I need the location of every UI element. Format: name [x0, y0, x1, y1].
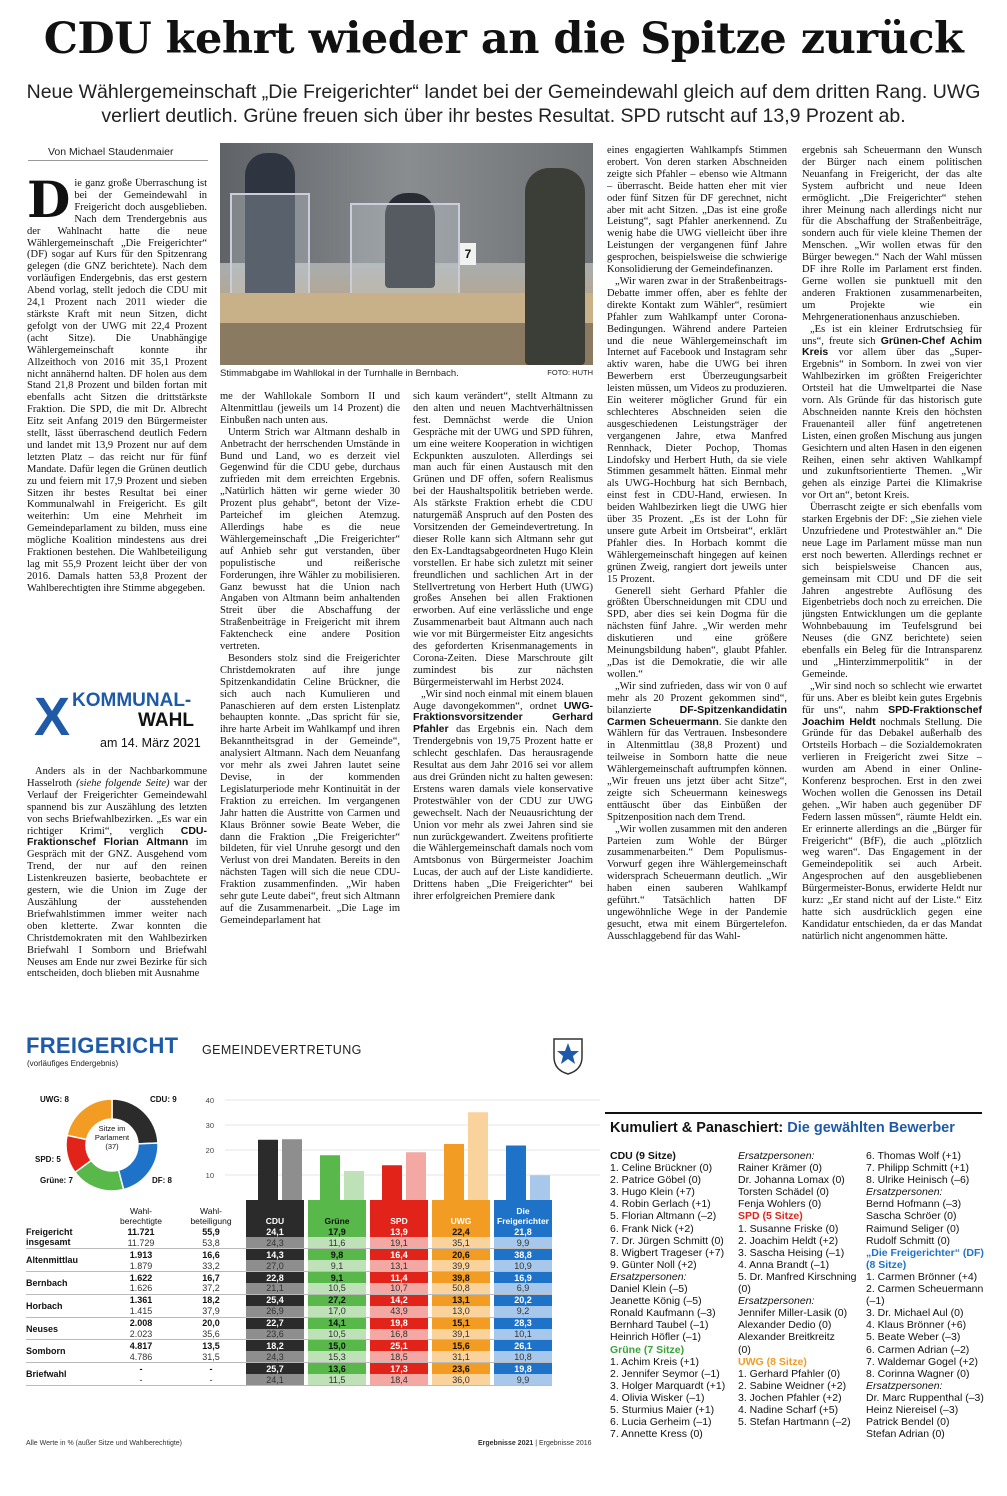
table-cell: -: [106, 1374, 176, 1385]
candidate-entry: Ersatzpersonen:: [866, 1186, 943, 1199]
donut-label-df: DF: 8: [152, 1176, 172, 1185]
bar-2021: [258, 1140, 278, 1200]
table-cell-party: 31,1: [432, 1351, 490, 1362]
candidate-entry: Ersatzpersonen:: [738, 1150, 815, 1162]
table-cell-party: 17,0: [308, 1306, 366, 1317]
table-cell-party: 21,8: [494, 1226, 552, 1237]
candidate-entry: 5. Beate Weber (–3): [866, 1331, 961, 1344]
ballot-x-icon: X: [34, 687, 71, 747]
candidate-entry: Ersatzpersonen:: [866, 1379, 943, 1392]
table-cell: 11.729: [106, 1237, 176, 1248]
candidate-entry: Sascha Schröer (0): [866, 1210, 957, 1223]
bar-2016: [344, 1171, 364, 1200]
table-row-2021: [26, 1363, 552, 1374]
table-cell-party: 21,1: [246, 1283, 304, 1294]
results-legend: [478, 1440, 592, 1447]
photo-glass-screen: [350, 203, 460, 298]
row-label: Briefwahl: [26, 1363, 106, 1386]
candidate-entry: Stefan Adrian (0): [866, 1428, 945, 1441]
candidate-entry: Daniel Klein (–5): [610, 1283, 688, 1296]
table-cell: 16,7: [202, 1272, 220, 1283]
table-cell: 11.721: [127, 1226, 155, 1237]
results-table-body: [26, 1226, 552, 1385]
candidate-entry: 6. Carmen Adrian (–2): [866, 1343, 970, 1356]
candidate-entry: Ronald Kaufmann (–3): [610, 1307, 716, 1320]
header-party-cdu: CDU: [246, 1200, 304, 1226]
table-cell-party: 13,1: [370, 1260, 428, 1271]
y-tick-label: 10: [205, 1171, 214, 1180]
table-cell-party: 13,6: [308, 1363, 366, 1374]
photo-caption: [220, 368, 593, 379]
quoted-person: SPD-Fraktionschef Joachim Heldt: [802, 703, 982, 728]
candidate-entry: 5. Stefan Hartmann (–2): [738, 1416, 851, 1429]
table-cell-party: 19,1: [370, 1237, 428, 1248]
row-label: Somborn: [26, 1340, 106, 1363]
table-cell-party: 27,2: [308, 1294, 366, 1305]
table-cell-party: 10,1: [494, 1329, 552, 1340]
table-corner: [26, 1200, 106, 1226]
photo-person: [525, 168, 585, 365]
table-cell: 1.622: [129, 1272, 153, 1283]
cross-reference: (siehe folgende Seite): [76, 777, 170, 789]
table-cell: 33,2: [176, 1260, 246, 1271]
candidate-entry: 2. Carmen Scheuermann: [866, 1283, 984, 1296]
candidate-entry: 4. Anna Brandt (–1): [738, 1258, 830, 1271]
table-cell-party: 9,2: [494, 1306, 552, 1317]
candidate-entry: Ersatzpersonen:: [738, 1295, 815, 1308]
candidate-entry: 5. Florian Altmann (–2): [610, 1210, 717, 1223]
candidates-column-3: [866, 1150, 991, 1440]
candidate-entry: Heinz Niereisel (–3): [866, 1403, 959, 1416]
party-heading: Grüne (7 Sitze): [610, 1343, 685, 1356]
candidate-entry: Rainer Krämer (0): [738, 1162, 823, 1175]
table-cell-party: 22,7: [246, 1317, 304, 1328]
candidates-title-b: Die gewählten Bewerber: [787, 1120, 955, 1136]
table-cell: 1.361: [129, 1295, 153, 1306]
paragraph: ie ganz große Überraschung ist bei der Gemeindewahl in Freigericht doch ausgeblieben. Nach dem Trendergebnis aus der Wahlnacht hatte die neue Wählergemeinschaft „Die Freigerichter“ (DF) sogar auf Kurs für den Spitzenrang gelegen (die GNZ berichtete). Nach dem vorläufigen Endergebnis, das erst gestern Abend vorlag, stellt jedoch die CDU mit 24,1 Prozent nach 2011 wieder die stärkste Kraft mit neun Sitzen, dicht gefolgt von der UWG mit 22,4 Prozent (acht Sitze). Die Unabhängige Wählergemeinschaft konnte ihr Allzeithoch von 2016 mit 35,1 Prozent nicht annähernd halten. DF holen aus dem Stand 21,8 Prozent und bilden fortan mit ebenfalls acht Sitzen die drittstärkste Fraktion. Die SPD, die mit Dr. Albrecht Eitz seit Anfang 2019 den Bürgermeister stellt, lässt überraschend deutlich Federn und landet mit 13,9 Prozent nur auf dem letzten Platz – das reicht nur für fünf Mandate. Dafür legen die Grünen deutlich zu und feiern mit 17,9 Prozent und sieben Sitzen ihr bestes Resultat bei einer Kommunalwahl in Freigericht. Es gilt weiterhin: Um eine Mehrheit im Gemeindeparlament zu bilden, muss eine mögliche Koalition mindestens aus drei Fraktionen bestehen. Die Wahlbeteiligung lag mit 55,9 Prozent leicht über der von 2016. Damals hatten 53,8 Prozent der Wahlberechtigten ihre Stimme abgegeben.: [27, 178, 207, 594]
table-row-2021: [26, 1249, 552, 1260]
photo-glass-screen: [230, 193, 310, 303]
candidate-entry: 7. Philipp Schmitt (+1): [866, 1162, 970, 1175]
table-cell: -: [176, 1374, 246, 1385]
candidate-entry: Jeanette König (–5): [610, 1295, 702, 1308]
candidate-entry: Rudolf Schmitt (0): [866, 1234, 951, 1247]
y-tick-label: 20: [205, 1146, 214, 1155]
party-heading: CDU (9 Sitze): [610, 1150, 676, 1162]
article-column-1b: [27, 766, 207, 1020]
paragraph: das Ergebnis ein. Nach dem Trendergebnis von 19,75 Prozent hatte er schlecht geschlafen. Das herausragende Resultat aus dem Jahr 2016 sei vor allem aus drei Gründen nicht zu halten gewesen: Erstens waren damals viele konservative Protestwähler von der CDU zur UWG gewechselt. Nach der Neuausrichtung der Union vor mehr als zwei Jahren sind sie nun zurückgewandert. Zweitens profitierte die Wählergemeinschaft damals noch vom Amtsbonus von Bürgermeister Joachim Lucas, der auch auf der Liste kandidierte. Drittens haben „Die Freigerichter“ bei ihrer erfolgreichen Premiere dank: [413, 724, 593, 903]
paragraph: nochmals Stellung. Die Gründe für das Debakel außerhalb des Ortsteils Horbach – die Sozialdemokraten verlieren in Freigericht zwei Sitze – wurden am Abend in einer Online-Konferenz besprochen. Erst in den zwei Wochen wollen die Genossen ins Detail gehen. „Wir haben auch gegenüber DF Federn lassen müssen“, räumte Heldt ein. Er erinnerte allerdings an die „Bürger für Freigericht“ (BfF), die auch „plötzlich weg waren“. Das Engagement in der Gemeindepolitik sei auch Arbeit. Angesprochen auf den ausgebliebenen Bürgermeister-Bonus, erwiderte Heldt nur kurz: „Er stand nicht auf der Liste.“ Eitz hatte sich ausdrücklich gegen eine Kandidatur entschieden, da er das Mandat natürlich nicht angenommen hätte.: [802, 716, 982, 942]
header-wahlberechtigte: Wahl- berechtigte: [119, 1206, 163, 1226]
header-party-df: Die Freigerichter: [494, 1200, 552, 1226]
table-cell-party: 25,4: [246, 1294, 304, 1305]
table-cell: 18,2: [202, 1295, 220, 1306]
table-cell: 53,8: [176, 1237, 246, 1248]
logo-word-kommunal: KOMMUNAL-: [72, 690, 192, 711]
party-heading: „Die Freigerichter“ (DF): [866, 1246, 984, 1259]
table-cell-party: 14,1: [308, 1317, 366, 1328]
bar-2016: [282, 1139, 302, 1200]
results-note: (vorläufiges Endergebnis): [27, 1059, 119, 1068]
row-label: Horbach: [26, 1294, 106, 1317]
candidates-column-2: [738, 1150, 863, 1428]
row-label: Bernbach: [26, 1272, 106, 1295]
candidate-entry: Heinrich Höfler (–1): [610, 1331, 702, 1344]
table-cell-party: 19,8: [494, 1363, 552, 1374]
candidate-entry: Raimund Seliger (0): [866, 1222, 960, 1235]
table-cell-party: 22,4: [432, 1226, 490, 1237]
donut-center-line: Sitze im: [98, 1124, 126, 1133]
photo-credit: FOTO: HUTH: [547, 368, 593, 377]
article-column-5: [802, 145, 982, 1090]
table-cell: 35,6: [176, 1329, 246, 1340]
table-cell-party: 6,9: [494, 1283, 552, 1294]
table-cell: 4.817: [129, 1340, 153, 1351]
candidate-entry: Torsten Schädel (0): [738, 1186, 830, 1199]
donut-center-label: [62, 1124, 162, 1151]
legend-2016: Ergebnisse 2016: [539, 1440, 592, 1447]
table-cell-party: 13,9: [370, 1226, 428, 1237]
candidate-entry: Jennifer Miller-Lasik (0): [738, 1307, 848, 1320]
table-cell-party: 43,9: [370, 1306, 428, 1317]
table-cell-party: 50,8: [432, 1283, 490, 1294]
headline: CDU kehrt wieder an die Spitze zurück: [43, 14, 964, 64]
legend-2021: Ergebnisse 2021: [478, 1440, 534, 1447]
results-subtitle: GEMEINDEVERTRETUNG: [202, 1043, 362, 1057]
donut-label-spd: SPD: 5: [35, 1155, 61, 1164]
table-cell: 37,9: [176, 1306, 246, 1317]
table-cell-party: 25,7: [246, 1363, 304, 1374]
table-cell-party: 22,8: [246, 1272, 304, 1283]
table-cell-party: 11,4: [370, 1272, 428, 1283]
paragraph: war der Verlauf der Freigerichter Gemeindewahl spannend bis zur Auszählung des letzten von sechs Briefwahlbezirken. „Es war ein richtiger Krimi“, verglich: [27, 777, 207, 837]
table-cell-party: 35,1: [432, 1237, 490, 1248]
y-tick-label: 30: [205, 1121, 214, 1130]
photo-polling-station: [220, 143, 593, 365]
article-column-4: [607, 145, 787, 1090]
table-cell-party: 24,1: [246, 1374, 304, 1385]
table-cell-party: 9,8: [308, 1249, 366, 1260]
table-cell-party: 11,5: [308, 1374, 366, 1385]
logo-word-wahl: WAHL: [138, 710, 194, 731]
candidates-title: [610, 1120, 955, 1136]
candidate-entry: 2. Jennifer Seymor (–1): [610, 1367, 720, 1380]
table-cell-party: 15,3: [308, 1351, 366, 1362]
table-cell: 1.913: [129, 1249, 153, 1260]
election-date: am 14. März 2021: [100, 736, 201, 750]
donut-label-uwg: UWG: 8: [40, 1095, 69, 1104]
paragraph: „Wir wollen zusammen mit den anderen Parteien zum Wohle der Bürger zusammenarbeiten.“ Dem Populismus-Vorwurf gegen ihre Wählergemeinschaft widersprach Scheuermann deutlich. „Wir haben einen sauberen Wahlkampf geführt.“ Tatsächlich hatten DF ungewöhnliche Wege in der Pandemie gesucht, etwa mit einem Bürgertelefon. Ausschlaggebend für das Wahl-: [607, 823, 787, 942]
bar-2021: [382, 1165, 402, 1200]
table-cell: 16,6: [202, 1249, 220, 1260]
table-cell: 2.023: [106, 1329, 176, 1340]
party-heading: (8 Sitze): [866, 1258, 907, 1271]
candidate-entry: 1. Gerhard Pfahler (0): [738, 1367, 841, 1380]
kommunalwahl-logo: [32, 688, 212, 758]
paragraph: Anders als in der Nachbarkommune Hasselroth: [27, 766, 207, 789]
paragraph: Überrascht zeigte er sich ebenfalls vom starken Ergebnis der DF: „Sie ziehen viele Unzufriedene und Protestwähler an.“ Die neue Lage im Parlament müsse man nun erst noch bewerten. Allerdings rechnet er sich beispielsweise Chancen aus, gemeinsam mit CDU und DF die seit Jahren angestrebte Auflösung des Eigenbetriebs doch noch zu erreichen. Die jüngsten Entwicklungen um die geplante Wohnbebauung im Teufelsgrund bei Neuses (die GNZ berichtete) seien ebenfalls ein Beleg für die Intransparenz und „Hinterzimmerpolitik“ in der Gemeinde.: [802, 502, 982, 680]
quoted-person: UWG-Fraktionsvorsitzender Gerhard Pfahler: [413, 699, 593, 736]
paragraph: „Wir sind noch so schlecht wie erwartet für uns. Aber es bleibt kein gutes Ergebnis für uns“, nahm: [802, 680, 982, 716]
byline: Von Michael Staudenmaier: [48, 146, 174, 158]
table-cell: -: [139, 1363, 143, 1374]
bar-2016: [468, 1112, 488, 1200]
table-cell-party: 26,1: [494, 1340, 552, 1351]
row-label: Neuses: [26, 1317, 106, 1340]
results-title: FREIGERICHT: [26, 1033, 179, 1058]
table-row-2021: [26, 1340, 552, 1351]
candidate-entry: 3. Sascha Heising (–1): [738, 1246, 845, 1259]
row-label: Freigericht insgesamt: [26, 1226, 106, 1249]
candidate-entry: 7. Dr. Jürgen Schmitt (0): [610, 1234, 724, 1247]
candidate-entry: Dr. Johanna Lomax (0): [738, 1174, 845, 1187]
paragraph: ergebnis sah Scheuermann den Wunsch der Bürger nach einem politischen Neuanfang in Freigericht, der das alte System aufbricht und neue Ideen ermöglicht. „Die Freigerichter“ stehen ihrer Meinung nach allerdings nicht nur für die Abschaffung der Straßenbeiträge, sondern auch für viele kleine Themen der Menschen. „Wir wollen etwas für den Bürger bewegen.“ Nach der Wahl müssen DF ihre Rolle im Parlament erst finden. Gerne wollen sie punktuell mit den anderen Fraktionen zusammenarbeiten, um Projekte wie ein Mehrgenerationenhaus anzuschieben.: [802, 145, 982, 323]
table-row-2021: [26, 1226, 552, 1237]
candidate-entry: 7. Annette Kress (0): [610, 1428, 703, 1441]
byline-rule: [28, 160, 208, 161]
photo-sign: 7: [460, 243, 476, 265]
candidate-entry: 4. Klaus Brönner (+6): [866, 1319, 967, 1332]
paragraph: vor allem über das „Super-Ergebnis“ in Somborn. In zwei von vier Wahlbezirken im größten Freigerichter Ortsteil hat die Umweltpartei die Nase vorn. Als Gründe für das historisch gute Abschneiden nannte Kreis den höchsten Frauenanteil aller fünf angetretenen Listen, einen großen Mischung aus jungen Gesichtern und alten Hasen in den eigenen Reihen, einen sehr aktiven Wahlkampf und zukunftsorientierte Themen. „Wir gehen als einzige Partei die Klimakrise vor Ort an“, betont Kreis.: [802, 347, 982, 502]
header-party-spd: SPD: [370, 1200, 428, 1226]
table-cell-party: 9,1: [308, 1272, 366, 1283]
candidate-entry: 3. Jochen Pfahler (+2): [738, 1391, 842, 1404]
candidate-entry: Bernd Hofmann (–3): [866, 1198, 962, 1211]
table-cell-party: 15,0: [308, 1340, 366, 1351]
results-footnote: Alle Werte in % (außer Sitze und Wahlberechtigte): [26, 1440, 183, 1447]
candidate-entry: 2. Joachim Heldt (+2): [738, 1234, 839, 1247]
table-cell-party: 24,1: [246, 1226, 304, 1237]
table-cell: 1.879: [106, 1260, 176, 1271]
candidate-entry: 8. Wigbert Trageser (+7): [610, 1246, 725, 1259]
table-cell-party: 39,1: [432, 1329, 490, 1340]
candidates-column-1: [610, 1150, 735, 1440]
article-column-1: [27, 178, 207, 684]
bar-2016: [530, 1175, 550, 1200]
donut-center-line: Parlament: [94, 1133, 130, 1142]
table-cell-party: 16,9: [494, 1272, 552, 1283]
table-cell-party: 10,5: [308, 1283, 366, 1294]
table-cell-party: 38,8: [494, 1249, 552, 1260]
table-cell-party: 9,9: [494, 1374, 552, 1385]
table-cell: 20,0: [202, 1318, 220, 1329]
donut-label-cdu: CDU: 9: [150, 1095, 177, 1104]
paragraph: eines engagierten Wahlkampfs Stimmen erobert. Von deren starken Abschneiden zeigte sich Pfahler – ebenso wie Altmann – überrascht. Beide hatten eher mit vier oder fünf Sitzen für DF gerechnet, nicht aber mit acht Sitzen. „Das ist eine große Leistung“, sagt Pfahler anerkennend. Zu wenig habe die UWG vielleicht über ihre Leistungen der vergangenen fünf Jahre gesprochen, beispielsweise die schwierige Konsolidierung der Gemeindefinanzen.: [607, 145, 787, 276]
paragraph: . Sie dankte den Wählern für das Vertrauen. Insbesondere in Altenmittlau (38,8 Prozent) und teilweise in Somborn hatte die neue Wählergemeinschaft auftrumpfen können. „Wir freuen uns jetzt über acht Sitze“, zeigte sich Scheuermann keineswegs enttäuscht über das Einbüßen der Spitzenposition nach dem Trend.: [607, 716, 787, 823]
bar-2021: [506, 1146, 526, 1201]
table-cell-party: 18,5: [370, 1351, 428, 1362]
table-cell-party: 16,8: [370, 1329, 428, 1340]
table-cell-party: 23,6: [246, 1329, 304, 1340]
table-cell: 37,2: [176, 1283, 246, 1294]
table-cell-party: 10,5: [308, 1329, 366, 1340]
table-cell: 4.786: [106, 1351, 176, 1362]
table-cell-party: 13,0: [432, 1306, 490, 1317]
table-cell: 31,5: [176, 1351, 246, 1362]
candidate-entry: 1. Susanne Friske (0): [738, 1222, 839, 1235]
table-cell-party: 10,7: [370, 1283, 428, 1294]
paragraph: „Wir waren zwar in der Straßenbeitrags-Debatte immer offen, aber es fehlte der direkte Kontakt zum Wähler“, resümiert Pfahler zum Wahlkampf unter Corona-Bedingungen. Während andere Parteien und die neue Wählergemeinschaft im Internet auf Facebook und Instagram sehr aktiv waren, habe die UWG bei ihren Bewerbern erst Überzeugungsarbeit leisten müssen, um Videos zu produzieren. Ein weiterer möglicher Grund für ein schlechteres Abschneiden seien die ausgeschiedenen Leistungsträger der vergangenen Jahre, etwa Manfred Rennhack, Dieter Pochop, Thomas Lindofsky und Herbert Huth, da sie viele Stimmen gesammelt hätten. Einmal mehr als UWG-Hochburg hat sich Bernbach, einst fest in CDU-Hand, erwiesen. In beiden Wahlbezirken liegt die UWG hier über 35 Prozent. „Es ist der Lohn für unsere gute Arbeit im Ortsbeirat“, erklärt Pfahler dies. In Horbach kommt die Wählergemeinschaft hingegen auf keinen grünen Zweig, rangiert dort jeweils unter 15 Prozent.: [607, 275, 787, 585]
results-table: [26, 1200, 552, 1386]
candidate-entry: 8. Corinna Wagner (0): [866, 1367, 970, 1380]
caption-text: Stimmabgabe im Wahllokal in der Turnhalle in Bernbach.: [220, 368, 459, 379]
table-cell-party: 9,9: [494, 1237, 552, 1248]
y-tick-label: 40: [205, 1096, 214, 1105]
candidate-entry: 5. Sturmius Maier (+1): [610, 1403, 715, 1416]
candidate-entry: 6. Lucia Gerheim (–1): [610, 1416, 712, 1429]
table-row-2021: [26, 1272, 552, 1283]
paragraph: sich kaum verändert“, stellt Altmann zu den alten und neuen Machtverhältnissen fest. Demnächst werde die Union Gespräche mit der UWG und SPD führen, um eine weitere Kooperation in wichtigen Eckpunkten auszuloten. Allerdings sei man auch für einen Austausch mit den Grünen und DF offen, sofern Realismus bei der Haushaltspolitik betrieben werde. Als stärkste Fraktion erhebt die CDU naturgemäß Anspruch auf den Posten des Vorsitzenden der Gemeindevertretung. In dieser Rolle kann sich Altmann sehr gut den Ex-Landtagsabgeordneten Hugo Klein vorstellen. Er habe sich zuletzt mit seiner freundlichen und sachlichen Art in der Stellvertretung von Herbert Huth (UWG) großes Ansehen bei allen Fraktionen erworben. Auf eine verlässliche und enge Zusammenarbeit baut Altmann auch nach wie vor mit Bürgermeister Eitz angesichts des geforderten Krisenmanagements in Corona-Zeiten. Diese Marschroute gilt zumindest bis zur nächsten Bürgermeisterwahl im Herbst 2024.: [413, 391, 593, 688]
table-cell-party: 39,9: [432, 1260, 490, 1271]
table-cell: 55,9: [202, 1226, 220, 1237]
candidate-entry: 8. Ulrike Heinisch (–6): [866, 1174, 970, 1187]
candidate-entry: 6. Thomas Wolf (+1): [866, 1150, 962, 1162]
paragraph: „Wir sind noch einmal mit einem blauen Auge davongekommen“, ordnet: [413, 688, 593, 712]
article-column-2: [220, 391, 400, 1021]
table-cell: 13,5: [202, 1340, 220, 1351]
bar-2016: [406, 1152, 426, 1200]
candidates-title-a: Kumuliert & Panaschiert:: [610, 1120, 784, 1136]
candidate-entry: Fenja Wohlers (0): [738, 1198, 822, 1211]
candidate-entry: Bernhard Taubel (–1): [610, 1319, 709, 1332]
candidate-entry: (0): [738, 1283, 751, 1296]
paragraph: „Es ist ein kleiner Erdrutschsieg für uns“, freute sich: [802, 323, 982, 347]
candidate-entry: 7. Waldemar Gogel (+2): [866, 1355, 978, 1368]
header-wahlbeteiligung: Wahl- beteiligung: [190, 1206, 232, 1226]
table-cell-party: 19,8: [370, 1317, 428, 1328]
party-heading: SPD (5 Sitze): [738, 1210, 803, 1223]
table-cell-party: 15,6: [432, 1340, 490, 1351]
candidate-entry: 3. Holger Marquardt (+1): [610, 1379, 726, 1392]
table-cell-party: 23,6: [432, 1363, 490, 1374]
row-label: Altenmittlau: [26, 1249, 106, 1272]
donut-label-gruene: Grüne: 7: [40, 1176, 73, 1185]
bar-2021: [320, 1155, 340, 1200]
paragraph: Unterm Strich war Altmann deshalb in Anbetracht der herrschenden Umstände in Bund und Land, wo es derzeit viel Gegenwind für die CDU gebe, durchaus zufrieden mit dem erreichten Ergebnis. „Natürlich hätten wir gerne wieder 30 Prozent plus gehabt“, betont der Vize-Parteichef im gleichen Atemzug. Allerdings habe es die neue Wählergemeinschaft „Die Freigerichter“ auf Anhieb sehr gut verstanden, über populistische und reißerische Forderungen, ihre Wähler zu mobilisieren. Ganz bewusst hat die Union nach Angaben von Altmann beim anhaltenden Streit über die Abschaffung der Straßenbeiträge in Freigericht mit ihrem Faktencheck eine andere Position vertreten.: [220, 426, 400, 653]
table-cell: -: [209, 1363, 213, 1374]
table-cell-party: 14,2: [370, 1294, 428, 1305]
candidate-entry: 3. Dr. Michael Aul (0): [866, 1307, 964, 1320]
paragraph: Generell sieht Gerhard Pfahler die größten Überschneidungen mit CDU und SPD, aber dies sei kein Dogma für die nächsten fünf Jahre. „Wir werden mehr diskutieren und eine größere Meinungsbildung haben“, glaubt Pfahler. „Das ist die Demokratie, die wir alle wollen.“: [607, 585, 787, 680]
candidate-entry: Ersatzpersonen:: [610, 1270, 687, 1283]
candidate-entry: Patrick Bendel (0): [866, 1416, 950, 1429]
table-cell-party: 39,8: [432, 1272, 490, 1283]
candidate-entry: 1. Carmen Brönner (+4): [866, 1270, 978, 1283]
candidate-entry: (0): [738, 1343, 751, 1356]
table-cell-party: 14,3: [246, 1249, 304, 1260]
quoted-person: Grünen-Chef Achim Kreis: [802, 334, 982, 359]
table-cell-party: 36,0: [432, 1374, 490, 1385]
candidates-rule: [605, 1112, 982, 1114]
header-party-gruene: Grüne: [308, 1200, 366, 1226]
table-cell-party: 28,3: [494, 1317, 552, 1328]
donut-center-line: (37): [105, 1142, 119, 1151]
party-heading: UWG (8 Sitze): [738, 1355, 807, 1368]
table-row-2021: [26, 1317, 552, 1328]
candidate-entry: 5. Dr. Manfred Kirschning: [738, 1270, 857, 1283]
dropcap: D: [27, 178, 71, 229]
table-cell-party: 17,9: [308, 1226, 366, 1237]
header-party-uwg: UWG: [432, 1200, 490, 1226]
table-cell-party: 24,3: [246, 1237, 304, 1248]
candidate-entry: 4. Nadine Scharf (+5): [738, 1403, 839, 1416]
candidate-entry: (–1): [866, 1295, 885, 1308]
table-cell-party: 24,3: [246, 1351, 304, 1362]
results-bar-chart: [200, 1095, 600, 1205]
table-cell-party: 20,6: [432, 1249, 490, 1260]
table-cell: 1.415: [106, 1306, 176, 1317]
article-column-3: [413, 391, 593, 1021]
municipal-crest-icon: [552, 1037, 584, 1075]
candidate-entry: 1. Achim Kreis (+1): [610, 1355, 699, 1368]
table-cell-party: 18,4: [370, 1374, 428, 1385]
candidate-entry: Dr. Marc Ruppenthal (–3): [866, 1391, 984, 1404]
table-cell-party: 18,2: [246, 1340, 304, 1351]
candidate-entry: 3. Hugo Klein (+7): [610, 1186, 695, 1199]
candidate-entry: 1. Celine Brückner (0): [610, 1162, 713, 1175]
table-row-2021: [26, 1294, 552, 1305]
candidate-entry: 6. Frank Nick (+2): [610, 1222, 694, 1235]
table-cell-party: 10,9: [494, 1260, 552, 1271]
table-cell-party: 10,8: [494, 1351, 552, 1362]
table-cell-party: 26,9: [246, 1306, 304, 1317]
table-cell-party: 13,1: [432, 1294, 490, 1305]
candidate-entry: 9. Günter Noll (+2): [610, 1258, 697, 1271]
table-cell-party: 25,1: [370, 1340, 428, 1351]
quoted-person: CDU-Fraktionschef Florian Altmann: [27, 824, 207, 849]
table-cell-party: 11,6: [308, 1237, 366, 1248]
table-cell: 1.626: [106, 1283, 176, 1294]
paragraph: im Gespräch mit der GNZ. Ausgehend vom Trend, der nur auf den reinen Listenkreuzen basierte, beobachtete er gestern, wie die Union im Zuge der Auszählung der ausstehenden Briefwahlstimmen immer weiter nach oben kletterte. Zwar konnten die Christdemokraten mit den Wahlbezirken Briefwahl I Somborn und Briefwahl Neuses am Ende nur zwei Bezirke für sich entscheiden, doch blieben mit Ausnahme: [27, 837, 207, 980]
paragraph: „Wir sind zufrieden, dass wir von 0 auf mehr als 20 Prozent gekommen sind“, bilanzierte: [607, 680, 787, 716]
candidate-entry: Alexander Dedio (0): [738, 1319, 832, 1332]
table-cell-party: 17,3: [370, 1363, 428, 1374]
candidate-entry: Alexander Breitkreitz: [738, 1331, 835, 1344]
candidate-entry: 2. Sabine Weidner (+2): [738, 1379, 847, 1392]
table-cell-party: 27,0: [246, 1260, 304, 1271]
table-cell-party: 15,1: [432, 1317, 490, 1328]
candidate-entry: 4. Robin Gerlach (+1): [610, 1198, 711, 1211]
bar-2021: [444, 1144, 464, 1200]
table-cell-party: 20,2: [494, 1294, 552, 1305]
subheadline: Neue Wählergemeinschaft „Die Freigerichter“ landet bei der Gemeindewahl gleich auf dem dritten Rang. UWG verliert deutlich. Grüne freuen sich über ihr bestes Resultat. SPD rutscht auf 13,9 Prozent ab.: [26, 81, 981, 127]
legend-separator: |: [535, 1440, 538, 1447]
table-cell-party: 9,1: [308, 1260, 366, 1271]
candidate-entry: 4. Olivia Wisker (–1): [610, 1391, 705, 1404]
table-cell-party: 16,4: [370, 1249, 428, 1260]
paragraph: me der Wahllokale Somborn II und Altenmittlau (jeweils um 14 Prozent) die Einbußen nach unten aus.: [220, 391, 400, 426]
candidate-entry: 2. Patrice Göbel (0): [610, 1174, 702, 1187]
table-cell: 2.008: [129, 1318, 153, 1329]
paragraph: Besonders stolz sind die Freigerichter Christdemokraten auf ihre junge Spitzenkandidatin Celine Brückner, die sich auch nach Kumulieren und Panaschieren auf dem ersten Listenplatz behaupten konnte. „Das spricht für sie, ihre harte Arbeit im Wahlkampf und ihren Bekanntheitsgrad in der Gemeinde“, analysiert Altmann. Nach dem Neuanfang vor mehr als zwei Jahren lautet seine Devise, in der kommenden Legislaturperiode mehr Kontinuität in der Fraktion zu erreichen. Im vergangenen Jahr hatten die Austritte von Carmen und Klaus Brönner sowie Beate Weber, die dann die Fraktion „Die Freigerichter“ bildeten, für viel Unruhe gesorgt und den Verlust von drei Mandaten. Bereits in den nächsten Tagen will sich die neue CDU-Fraktion zusammenfinden. „Wir haben sehr gute Leute dabei“, freut sich Altmann auf die Zusammenarbeit. „Die Lage im Gemeindeparlament hat: [220, 652, 400, 926]
quoted-person: DF-Spitzenkandidatin Carmen Scheuermann: [607, 703, 787, 728]
